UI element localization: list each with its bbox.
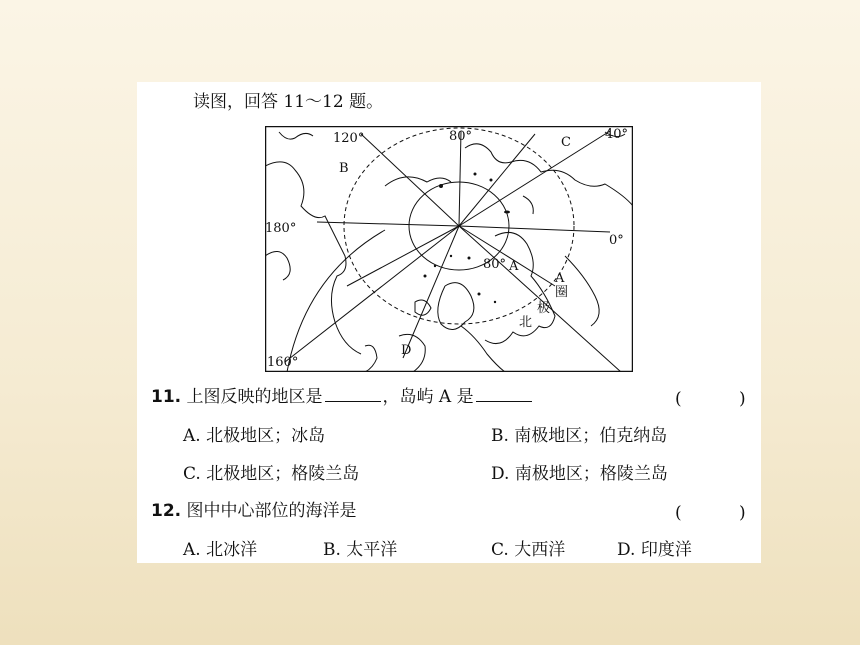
label-C: C <box>561 135 571 150</box>
q11-paren-close: ) <box>739 389 746 409</box>
q11-stem <box>151 389 534 406</box>
q11-option-a[interactable]: A. 北极地区；冰岛 <box>183 426 326 446</box>
q11-blank-2[interactable] <box>476 389 532 402</box>
label-lon-80: 80° <box>449 129 473 144</box>
q12-number: 12. <box>151 501 182 521</box>
q11-option-c[interactable]: C. 北极地区；格陵兰岛 <box>183 464 360 484</box>
q12-paren-open: ( <box>675 503 682 523</box>
arctic-map <box>265 126 633 372</box>
q11-option-d[interactable]: D. 南极地区；格陵兰岛 <box>491 464 668 484</box>
label-A-small: A <box>555 271 565 286</box>
label-lat-80: 80° <box>483 257 507 272</box>
q12-stem-text: 图中中心部位的海洋是 <box>186 501 357 521</box>
label-arctic-circle-3: 圈 <box>555 285 569 300</box>
label-arctic-circle-1: 北 <box>519 315 533 330</box>
q12-option-d[interactable]: D. 印度洋 <box>617 540 692 560</box>
label-arctic-circle-2: 极 <box>537 301 551 316</box>
label-lon-40: 40° <box>605 127 629 142</box>
label-B: B <box>339 161 349 176</box>
q12-option-b[interactable]: B. 太平洋 <box>323 540 398 560</box>
q11-blank-1[interactable] <box>325 389 381 402</box>
q12-paren-close: ) <box>739 503 746 523</box>
label-A: A <box>509 259 519 274</box>
q11-stem-part1: 上图反映的地区是 <box>186 387 323 407</box>
question-sheet <box>137 82 761 563</box>
intro-text: 读图，回答 11～12 题。 <box>193 92 384 112</box>
label-lon-120: 120° <box>333 131 365 146</box>
label-lon-160: 160° <box>267 355 299 370</box>
label-lon-0: 0° <box>609 233 624 248</box>
q12-option-c[interactable]: C. 大西洋 <box>491 540 566 560</box>
label-lon-180: 180° <box>265 221 297 236</box>
q12-stem <box>151 503 357 520</box>
q12-option-a[interactable]: A. 北冰洋 <box>183 540 258 560</box>
q11-number: 11. <box>151 387 182 407</box>
q11-stem-part2: ，岛屿 A 是 <box>382 387 474 407</box>
q11-paren-open: ( <box>675 389 682 409</box>
label-D: D <box>401 343 412 358</box>
q11-option-b[interactable]: B. 南极地区；伯克纳岛 <box>491 426 668 446</box>
